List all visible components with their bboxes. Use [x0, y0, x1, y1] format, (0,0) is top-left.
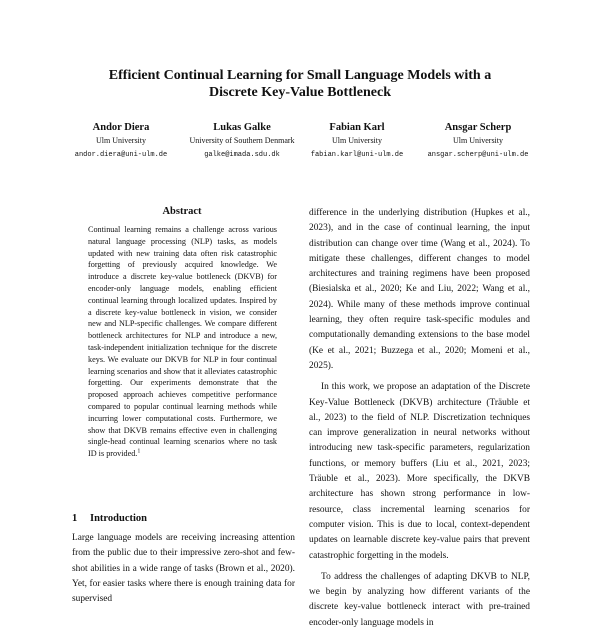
paragraph-continued: difference in the underlying distribution (Hupkes et al., 2023), and in the case of continual learning, the input distribution can change over time (Wang et al., 2024). To mitigate these challenges, different changes to model architectures and training regimens have been proposed (Biesialska et al., 2020; Ke and Liu, 2022; Wang et al., 2024). While many of these methods improve continual learning, they often require task-specific modules and computationally demanding extensions to the base model (Ke et al., 2021; Buzzega et al., 2020; Momeni et al., 2025).: [309, 208, 530, 371]
author-affiliation: Ulm University: [332, 136, 382, 145]
author-affiliation: University of Southern Denmark: [189, 136, 295, 145]
author-block: [403, 121, 553, 161]
abstract-heading: Abstract: [162, 206, 202, 217]
author-email: fabian.karl@uni-ulm.de: [310, 151, 404, 159]
author-email: andor.diera@uni-ulm.de: [74, 151, 168, 159]
paragraph-challenges: To address the challenges of adapting DKVB to NLP, we begin by analyzing how different variants of the discrete key-value bottleneck interact with pre-trained encoder-only language models in: [309, 571, 530, 628]
abstract-body-text: Continual learning remains a challenge across various natural language processing (NLP) tasks, as models updated with new training data often risk catastrophic forgetting of previously acquired knowledge. We introduce a discrete key-value bottleneck (DKVB) for encoder-only language models, enabling efficient continual learning through localized updates. Inspired by a discrete key-value bottleneck in vision, we consider new and NLP-specific challenges. We compare different bottleneck architectures for NLP and introduce a new, task-independent initialization technique for the discrete keys. We evaluate our DKVB for NLP in four continual learning scenarios and show that it alleviates catastrophic forgetting. Our experiments demonstrate that the proposed approach achieves competitive performance compared to popular continual learning methods while incurring lower computational costs. Furthermore, we show that DKVB remains effective even in challenging single-head continual learning scenarios where no task ID is provided.: [88, 225, 277, 459]
abstract-text: [88, 224, 277, 460]
introduction-paragraph-left: Large language models are receiving increasing attention from the public due to their impressive zero-shot and few-shot abilities in a wide range of tasks (Brown et al., 2020). Yet, for easier tasks where there is enough training data for supervised: [72, 533, 295, 605]
footnote-mark[interactable]: 1: [137, 448, 141, 455]
paper-title: [40, 67, 560, 101]
title-line-1: Efficient Continual Learning for Small Language Models with a: [108, 68, 492, 83]
right-column: [309, 206, 530, 637]
author-name: Fabian Karl: [329, 122, 385, 133]
author-email: ansgar.scherp@uni-ulm.de: [427, 151, 529, 159]
author-affiliation: Ulm University: [96, 136, 146, 145]
title-line-2: Discrete Key-Value Bottleneck: [209, 85, 391, 100]
section-heading-introduction: [72, 512, 300, 526]
author-email: galke@imada.sdu.dk: [204, 151, 280, 159]
author-affiliation: Ulm University: [453, 136, 503, 145]
section-number: 1: [72, 513, 78, 524]
author-name: Ansgar Scherp: [444, 122, 512, 133]
section-title: Introduction: [90, 513, 147, 524]
author-name: Lukas Galke: [213, 122, 271, 133]
author-name: Andor Diera: [92, 122, 150, 133]
paragraph-this-work: In this work, we propose an adaptation of the Discrete Key-Value Bottleneck (DKVB) architecture (Träuble et al., 2023) to the field of NLP. Discretization techniques can improve generalization in neural networks without introducing new task-specific parameters, regularization functions, or memory buffers (Liu et al., 2021, 2023; Träuble et al., 2023). More specifically, the DKVB architecture has shown strong performance in low-resource, class incremental learning scenarios for computer vision. This is due to local, context-dependent updates on learnable discrete key-value pairs that prevent catastrophic forgetting in the models.: [309, 382, 530, 561]
